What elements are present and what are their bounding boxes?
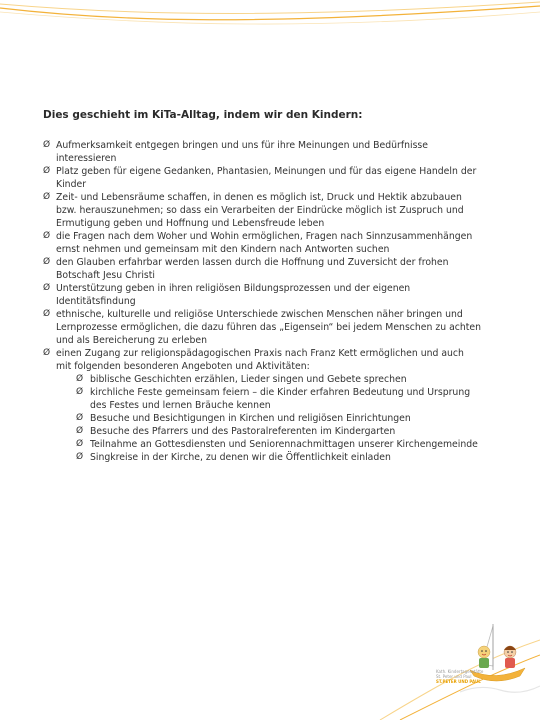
arrow-bullet-icon: Ø [43, 192, 51, 202]
list-item [43, 139, 503, 165]
list-text-line: und als Bereicherung zu erleben [56, 335, 208, 346]
list-text-line: Unterstützung geben in ihren religiösen Bildungsprozessen und der eigenen [56, 283, 411, 294]
list-text-line: bzw. herauszunehmen; so dass ein Verarbeiten der Eindrücke möglich ist Zuspruch und [56, 205, 464, 216]
bullet-list [43, 139, 503, 464]
list-text-line: den Glauben erfahrbar werden lassen durch die Hoffnung und Zuversicht der frohen [56, 257, 449, 268]
list-text-line: Lernprozesse ermöglichen, die dazu führen das „Eigensein“ bei jedem Menschen zu achten [56, 322, 482, 333]
sublist-text-line: Besuche und Besichtigungen in Kirchen und religiösen Einrichtungen [90, 413, 411, 424]
list-text-line: Platz geben für eigene Gedanken, Phantasien, Meinungen und für das eigene Handeln der [56, 166, 477, 177]
arrow-bullet-icon: Ø [43, 309, 51, 319]
sublist-item [43, 373, 503, 386]
list-text-line: Botschaft Jesu Christi [56, 270, 155, 281]
logo-caption [436, 669, 483, 684]
list-item [43, 191, 503, 230]
sublist-text-line: biblische Geschichten erzählen, Lieder singen und Gebete sprechen [90, 374, 407, 385]
logo-brand: ST.PETER UND PAUL [436, 679, 481, 684]
list-text-line: mit folgenden besonderen Angeboten und Aktivitäten: [56, 361, 310, 372]
sublist-item [43, 451, 503, 464]
list-text-line: Identitätsfindung [56, 296, 136, 307]
sublist-text-line: kirchliche Feste gemeinsam feiern – die Kinder erfahren Bedeutung und Ursprung [90, 387, 471, 398]
list-text-line: die Fragen nach dem Woher und Wohin ermöglichen, Fragen nach Sinnzusammenhängen [56, 231, 473, 242]
logo-line-1: Kath. Kindertagesstätte [436, 669, 484, 674]
arrow-bullet-icon: Ø [43, 140, 51, 150]
arrow-bullet-icon: Ø [76, 374, 84, 384]
arrow-bullet-icon: Ø [76, 452, 84, 462]
list-text-line: ethnische, kulturelle und religiöse Unterschiede zwischen Menschen näher bringen und [56, 309, 463, 320]
arrow-bullet-icon: Ø [76, 439, 84, 449]
sublist-text-line: Besuche des Pfarrers und des Pastoralreferenten im Kindergarten [90, 426, 396, 437]
sublist-item [43, 386, 503, 412]
top-wave-decoration [0, 0, 540, 40]
kita-logo [436, 614, 540, 714]
list-text-line: Ermutigung geben und Hoffnung und Lebensfreude leben [56, 218, 325, 229]
arrow-bullet-icon: Ø [43, 257, 51, 267]
list-text-line: Kinder [56, 179, 87, 190]
logo-line-2: St. Peter und Paul [436, 674, 472, 679]
arrow-bullet-icon: Ø [43, 231, 51, 241]
list-text-line: Zeit- und Lebensräume schaffen, in denen es möglich ist, Druck und Hektik abzubauen [56, 192, 462, 203]
list-item [43, 347, 503, 373]
sublist-item [43, 438, 503, 451]
kita-logo-icon [440, 614, 540, 714]
list-text-line: ernst nehmen und gemeinsam mit den Kindern nach Antworten suchen [56, 244, 390, 255]
sublist-item [43, 425, 503, 438]
sublist-text-line: Teilnahme an Gottesdiensten und Seniorennachmittagen unserer Kirchengemeinde [90, 439, 478, 450]
arrow-bullet-icon: Ø [43, 283, 51, 293]
list-item [43, 256, 503, 282]
arrow-bullet-icon: Ø [76, 387, 84, 397]
sublist-item [43, 412, 503, 425]
list-item [43, 165, 503, 191]
list-item [43, 282, 503, 308]
list-item [43, 230, 503, 256]
section-heading: Dies geschieht im KiTa-Alltag, indem wir den Kindern: [43, 109, 363, 121]
list-text-line: interessieren [56, 153, 117, 164]
sublist-text-line: des Festes und lernen Bräuche kennen [90, 400, 271, 411]
arrow-bullet-icon: Ø [76, 413, 84, 423]
list-text-line: einen Zugang zur religionspädagogischen Praxis nach Franz Kett ermöglichen und auch [56, 348, 464, 359]
list-item [43, 308, 503, 347]
arrow-bullet-icon: Ø [76, 426, 84, 436]
sublist-text-line: Singkreise in der Kirche, zu denen wir die Öffentlichkeit einladen [90, 452, 391, 463]
arrow-bullet-icon: Ø [43, 348, 51, 358]
arrow-bullet-icon: Ø [43, 166, 51, 176]
list-text-line: Aufmerksamkeit entgegen bringen und uns für ihre Meinungen und Bedürfnisse [56, 140, 428, 151]
